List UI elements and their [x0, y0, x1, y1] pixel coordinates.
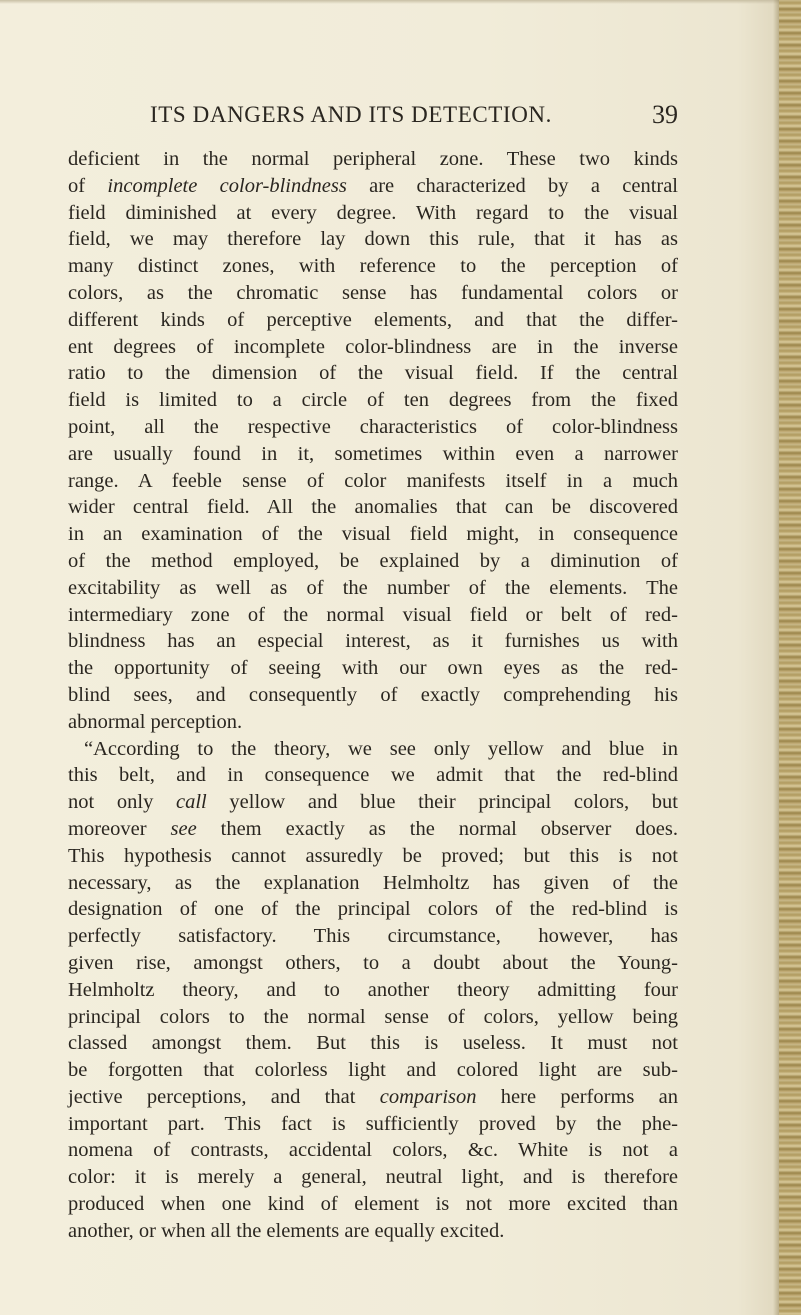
- text-segment: another, or when all the elements are equally excited.: [68, 1219, 505, 1242]
- text-line: [68, 950, 678, 977]
- text-segment: field, we may therefore lay down this rule, that it has as: [68, 228, 678, 251]
- text-line: [68, 1004, 678, 1031]
- text-segment: “According to the theory, we see only yellow and blue in: [84, 737, 678, 760]
- text-segment: are usually found in it, sometimes within even a narrower: [68, 442, 678, 465]
- text-line: [68, 1111, 678, 1138]
- text-line: [68, 682, 678, 709]
- text-segment: them exactly as the normal observer does.: [196, 817, 678, 840]
- text-segment: necessary, as the explanation Helmholtz has given of the: [68, 871, 678, 894]
- text-segment: are characterized by a central: [346, 174, 679, 197]
- text-segment: deficient in the normal peripheral zone. These two kinds: [68, 148, 678, 170]
- text-segment: Helmholtz theory, and to another theory admitting four: [68, 978, 678, 1001]
- text-segment: in an examination of the visual field might, in consequence: [68, 523, 678, 546]
- text-line: [68, 1057, 678, 1084]
- text-line: [68, 226, 678, 253]
- text-line: [68, 1218, 678, 1245]
- text-line: [68, 280, 678, 307]
- text-line: [68, 896, 678, 923]
- text-line: [68, 548, 678, 575]
- text-segment: ent degrees of incomplete color-blindness are in the inverse: [68, 335, 678, 358]
- text-line: [68, 762, 678, 789]
- italic-text: comparison: [379, 1085, 477, 1108]
- text-segment: of: [68, 174, 108, 197]
- text-line: [68, 977, 678, 1004]
- text-line: [68, 414, 678, 441]
- text-segment: jective perceptions, and that: [68, 1085, 380, 1108]
- text-segment: intermediary zone of the normal visual field or belt of red-: [68, 603, 678, 626]
- text-line: [68, 1191, 678, 1218]
- text-line: [68, 334, 678, 361]
- text-segment: color: it is merely a general, neutral light, and is therefore: [68, 1166, 678, 1189]
- text-line: [68, 441, 678, 468]
- text-segment: abnormal perception.: [68, 710, 243, 733]
- text-line: [68, 360, 678, 387]
- text-segment: nomena of contrasts, accidental colors, &c. White is not a: [68, 1139, 678, 1162]
- text-line: [68, 628, 678, 655]
- text-line: [68, 923, 678, 950]
- text-line: [68, 575, 678, 602]
- text-line: [68, 253, 678, 280]
- book-spine-edge: [779, 0, 801, 1315]
- text-segment: perfectly satisfactory. This circumstance, however, has: [68, 925, 678, 948]
- text-segment: colors, as the chromatic sense has fundamental colors or: [68, 281, 678, 304]
- text-line: [68, 494, 678, 521]
- text-line: [68, 173, 678, 200]
- text-segment: produced when one kind of element is not more excited than: [68, 1193, 678, 1216]
- text-line: [68, 1030, 678, 1057]
- text-segment: designation of one of the principal colors of the red-blind is: [68, 898, 678, 921]
- text-segment: range. A feeble sense of color manifests itself in a much: [68, 469, 678, 492]
- text-segment: different kinds of perceptive elements, and that the differ-: [68, 308, 678, 331]
- body-text: [68, 146, 678, 1245]
- text-segment: ratio to the dimension of the visual field. If the central: [68, 362, 678, 385]
- page-number: 39: [652, 100, 678, 129]
- text-segment: blindness has an especial interest, as it furnishes us with: [68, 630, 678, 653]
- text-segment: blind sees, and consequently of exactly comprehending his: [68, 683, 678, 706]
- running-head: ITS DANGERS AND ITS DETECTION.: [150, 102, 552, 127]
- text-line: [68, 307, 678, 334]
- text-segment: field diminished at every degree. With regard to the visual: [68, 201, 678, 224]
- text-segment: wider central field. All the anomalies that can be discovered: [68, 496, 678, 519]
- text-segment: classed amongst them. But this is useless. It must not: [68, 1032, 678, 1055]
- text-line: [68, 521, 678, 548]
- text-segment: this belt, and in consequence we admit that the red-blind: [68, 764, 678, 787]
- italic-text: see: [170, 817, 197, 840]
- text-segment: This hypothesis cannot assuredly be proved; but this is not: [68, 844, 678, 867]
- text-line: [68, 200, 678, 227]
- text-line: [68, 816, 678, 843]
- text-line: [68, 655, 678, 682]
- text-line: [68, 709, 678, 736]
- text-segment: moreover: [68, 817, 171, 840]
- text-segment: the opportunity of seeing with our own eyes as the red-: [68, 657, 678, 680]
- text-line: [68, 468, 678, 495]
- page-header: [68, 100, 678, 136]
- text-segment: here performs an: [476, 1085, 678, 1108]
- text-line: [68, 387, 678, 414]
- italic-text: call: [176, 791, 207, 814]
- text-segment: yellow and blue their principal colors, but: [206, 791, 678, 814]
- text-line: [68, 1164, 678, 1191]
- text-line: [68, 843, 678, 870]
- text-line: [68, 736, 678, 763]
- text-line: [68, 1137, 678, 1164]
- text-line: [68, 1084, 678, 1111]
- text-segment: principal colors to the normal sense of colors, yellow being: [68, 1005, 678, 1028]
- text-segment: given rise, amongst others, to a doubt about the Young-: [68, 951, 678, 974]
- text-segment: many distinct zones, with reference to the perception of: [68, 255, 678, 278]
- text-segment: not only: [68, 791, 176, 814]
- text-line: [68, 602, 678, 629]
- text-segment: excitability as well as of the number of the elements. The: [68, 576, 678, 599]
- text-line: [68, 146, 678, 173]
- text-segment: point, all the respective characteristics of color-blindness: [68, 415, 678, 438]
- text-segment: of the method employed, be explained by a diminution of: [68, 549, 678, 572]
- page-top-edge: [0, 0, 801, 4]
- italic-text: incomplete color-blindness: [107, 174, 347, 197]
- text-segment: be forgotten that colorless light and colored light are sub-: [68, 1059, 678, 1082]
- text-line: [68, 870, 678, 897]
- text-segment: important part. This fact is sufficiently proved by the phe-: [68, 1112, 678, 1135]
- text-segment: field is limited to a circle of ten degrees from the fixed: [68, 389, 678, 412]
- text-line: [68, 789, 678, 816]
